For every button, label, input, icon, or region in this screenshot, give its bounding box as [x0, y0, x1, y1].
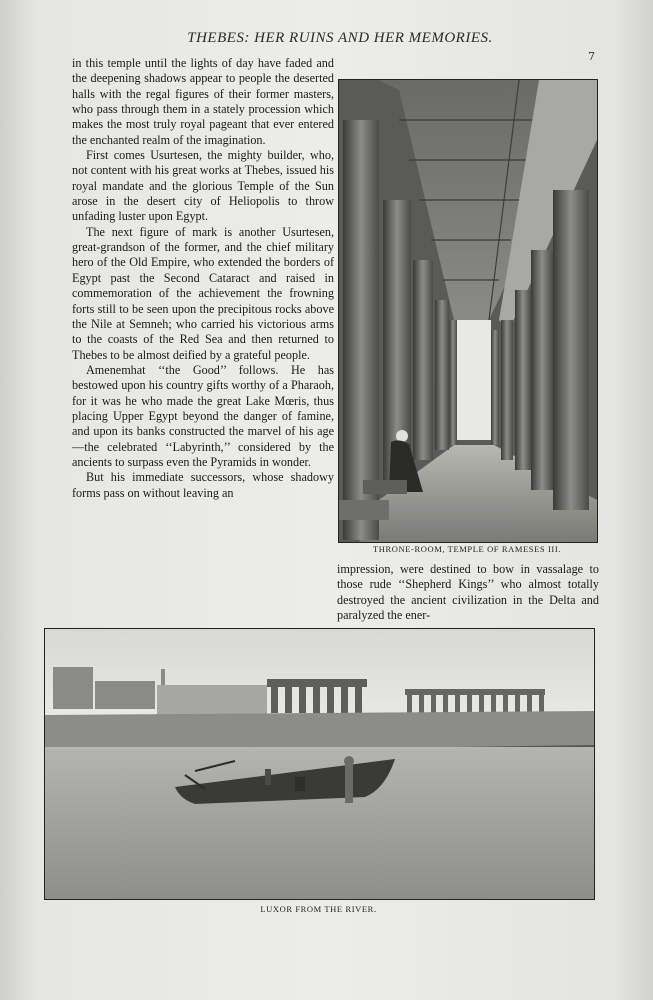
- paragraph: First comes Usurtesen, the mighty builder, who, not content with his great works at Thebes, issued his royal mandate and the glorious Temple of the Sun arose in the desert city of Heliopolis to throw unfading luster upon Egypt.: [72, 148, 334, 224]
- paragraph: Amenemhat ‘‘the Good’’ follows. He has bestowed upon his country gifts worthy of a Pharaoh, for it was he who made the great Lake Mœris, thus placing Upper Egypt beyond the danger of famine, and upon its banks constructed the marvel of his age—the celebrated ‘‘Labyrinth,’’ considered by the ancients to surpass even the Pyramids in wonder.: [72, 362, 334, 469]
- running-head: THEBES: HER RUINS AND HER MEMORIES.: [187, 30, 493, 46]
- paragraph: But his immediate successors, whose shadowy forms pass on without leaving an: [72, 470, 334, 500]
- luxor-caption: LUXOR FROM THE RIVER.: [260, 904, 377, 914]
- throne-room-caption: THRONE-ROOM, TEMPLE OF RAMESES III.: [372, 544, 561, 554]
- paragraph: in this temple until the lights of day have faded and the deepening shadows appear to people the deserted halls with the regal figures of their former masters, who pass through them in a stately procession which makes the most truly royal pageant that ever entered the enchanted realm of the imagination.: [72, 56, 334, 147]
- throne-room-illustration: [339, 80, 597, 542]
- paragraph: impression, were destined to bow in vassalage to those rude ‘‘Shepherd Kings’’ who almost totally destroyed the ancient civilization in the Delta and paralyzed the ener-: [337, 562, 599, 623]
- right-text-column: [337, 562, 599, 623]
- left-text-column: [72, 56, 334, 501]
- luxor-river-illustration: [45, 629, 594, 899]
- throne-room-photo: [338, 79, 598, 543]
- luxor-river-photo: [44, 628, 595, 900]
- paragraph: The next figure of mark is another Usurtesen, great-grandson of the former, and the chief military hero of the Old Empire, who extended the borders of Egypt past the Second Cataract and raised in commemoration of the achievement the frowning forts still to be seen upon the precipitous rocks above the Nile at Semneh; who carried his victorious arms to the coasts of the Red Sea and then returned to Thebes to be almost deified by a grateful people.: [72, 224, 334, 362]
- page-number: 7: [588, 50, 595, 63]
